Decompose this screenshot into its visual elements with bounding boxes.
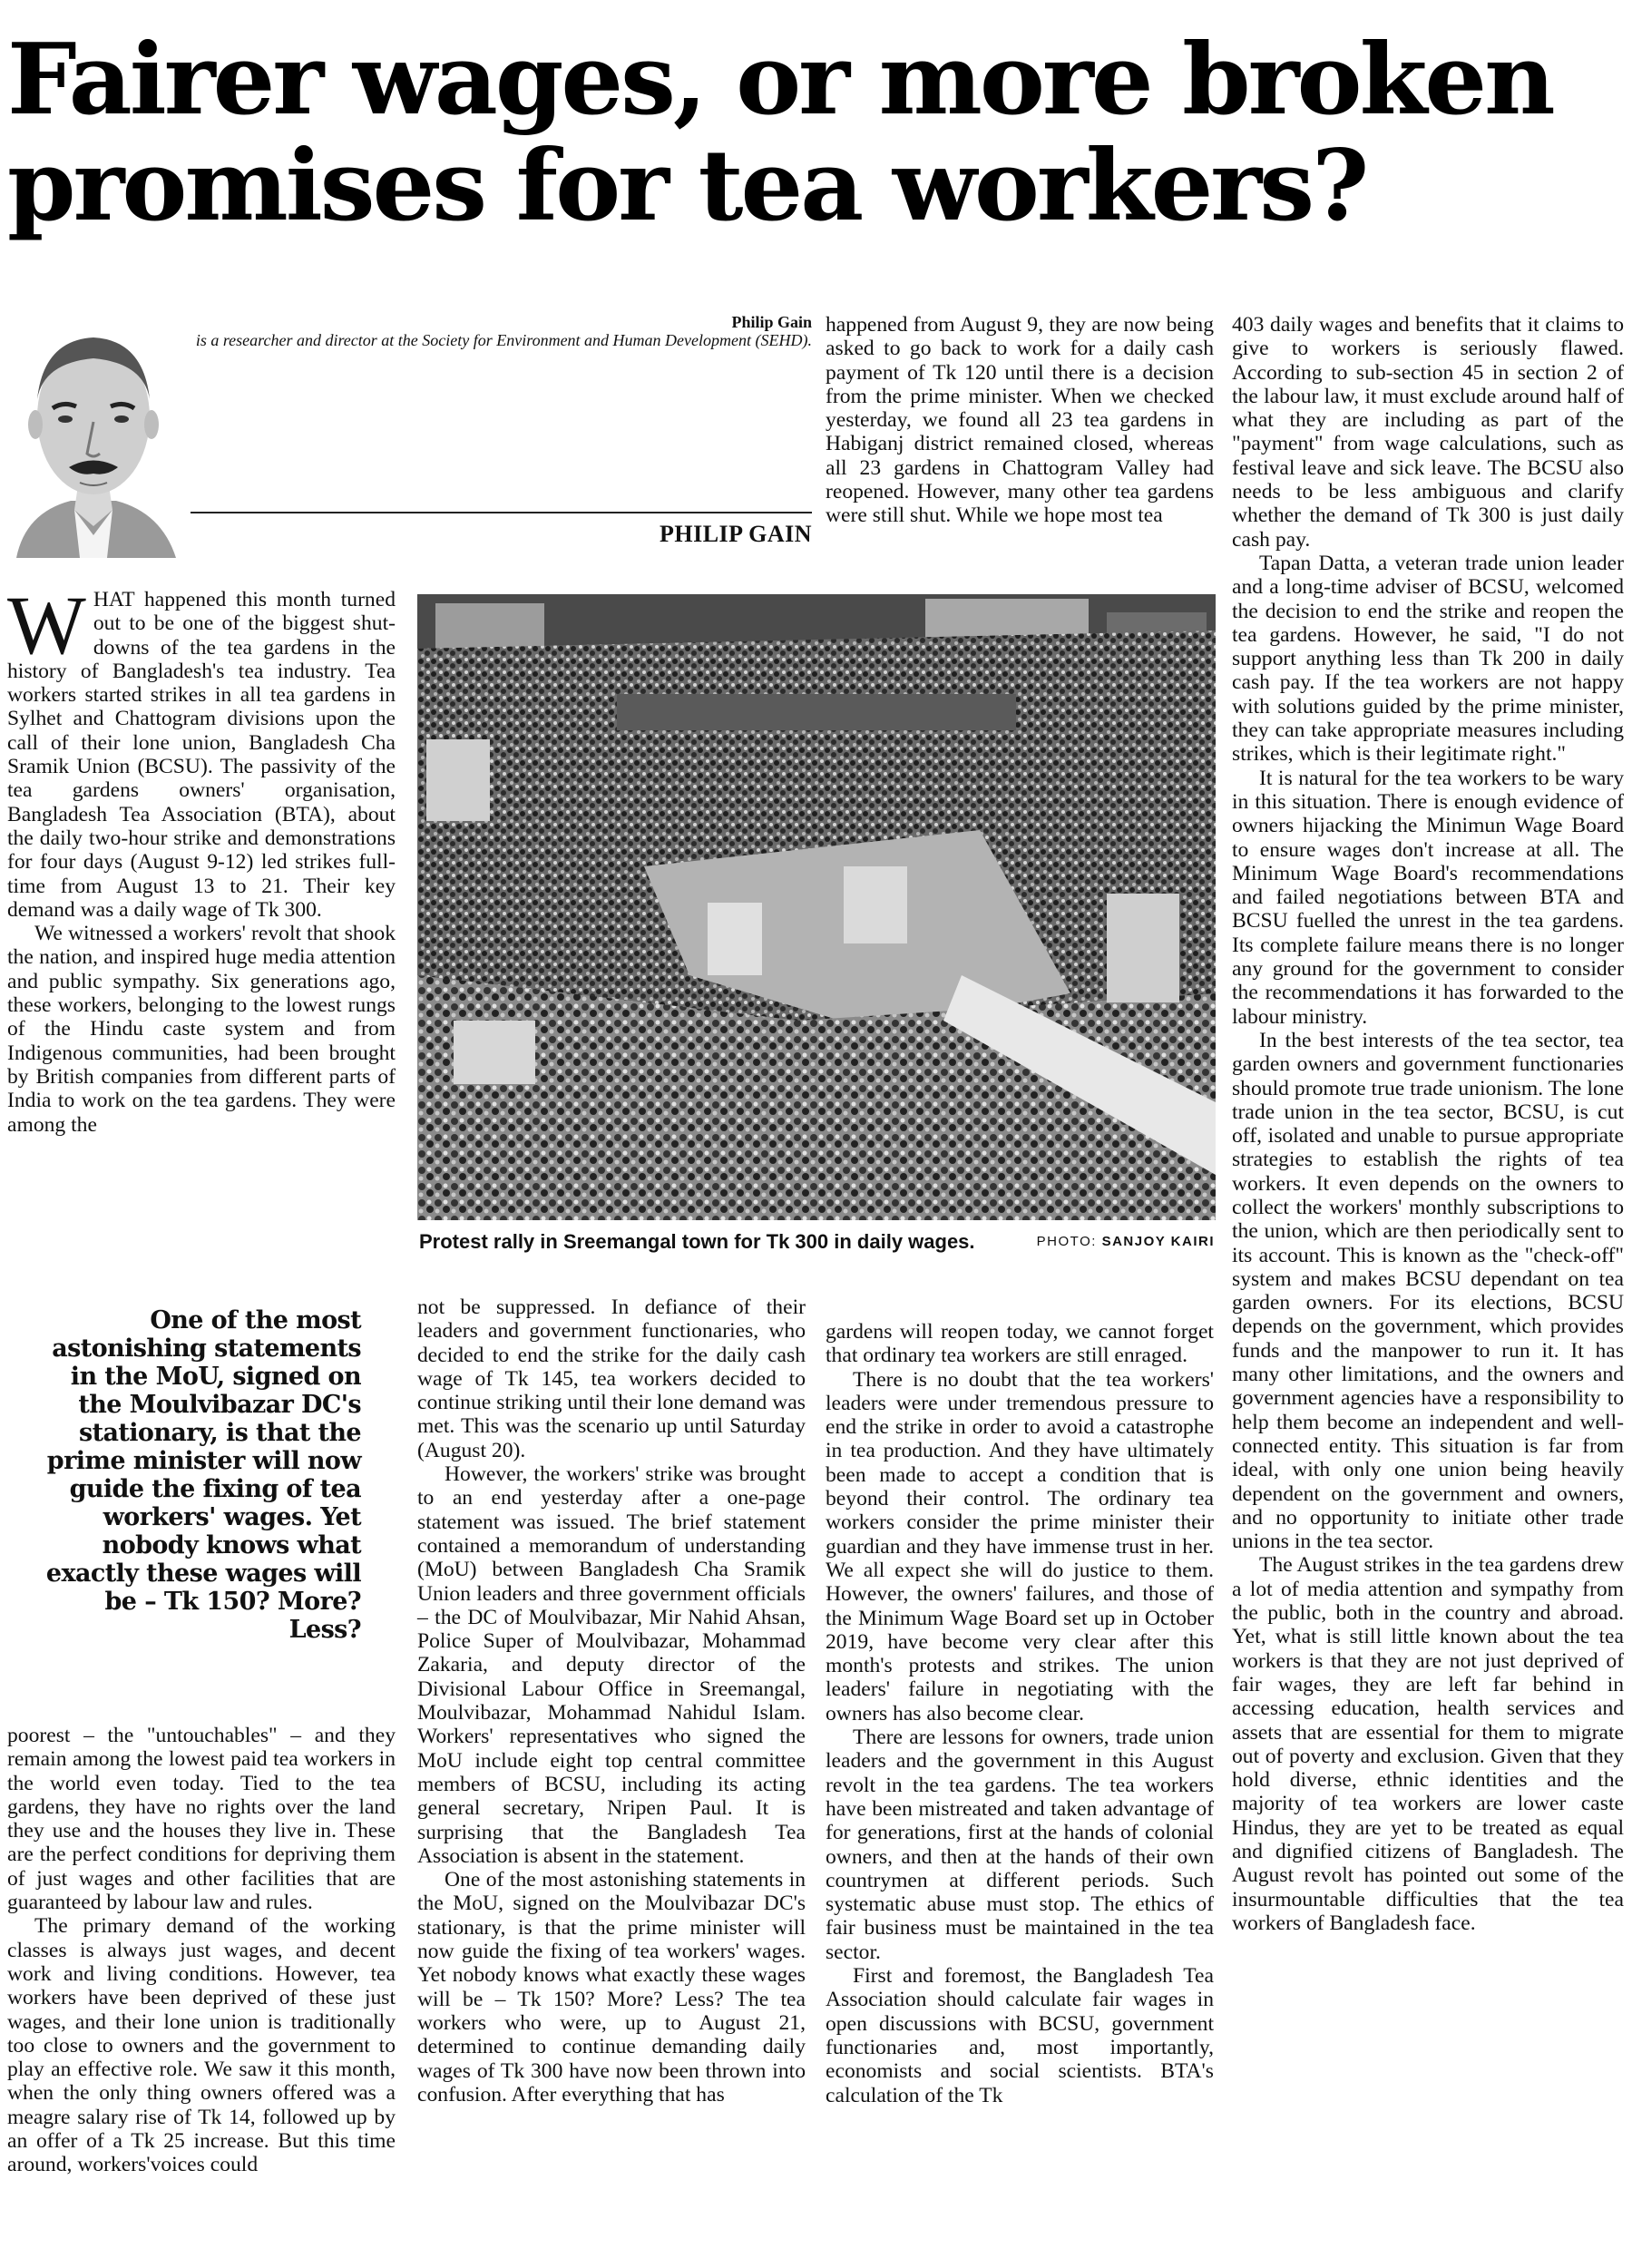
- article-paragraph: gardens will reopen today, we cannot forget that ordinary tea workers are still enraged.: [826, 1320, 1214, 1368]
- pull-quote: One of the most astonishing statements in the MoU, signed on the Moulvibazar DC's stationary, is that the prime minister will now guide the fixing of tea workers' wages. Yet nobody knows what exactly these wages will be – Tk 150? More? Less?: [45, 1306, 361, 1644]
- article-paragraph: happened from August 9, they are now being asked to go back to work for a daily cash payment of Tk 120 until there is a decision from the prime minister. When we checked yesterday, we found all 23 tea gardens in Habiganj district remained closed, whereas all 23 gardens in Chattogram Valley had reopened. However, many other tea gardens were still shut. While we hope most tea: [826, 313, 1214, 528]
- dropcap: W: [7, 579, 86, 671]
- byline-rule: [191, 512, 812, 513]
- article-col3-top: [826, 313, 1214, 528]
- article-paragraph: 403 daily wages and benefits that it claims to give to workers is seriously flawed. According to sub-section 45 in section 2 of the labour law, it must exclude around half of what they are including as part of the "payment" from wage calculations, such as festival leave and sick leave. The BCSU also needs to be less ambiguous and clarify whether the demand of Tk 300 is just daily cash pay.: [1232, 313, 1624, 552]
- article-paragraph: poorest – the "untouchables" – and they remain among the lowest paid tea workers in the world even today. Tied to the tea gardens, they have no rights over the land they use and the houses they live in. These are the perfect conditions for depriving them of just wages and other facilities that are guaranteed by labour law and rules.: [7, 1724, 396, 1915]
- headline: Fairer wages, or more broken promises for tea workers?: [7, 23, 1553, 243]
- article-paragraph: First and foremost, the Bangladesh Tea Association should calculate fair wages in open discussions with BCSU, government functionaries and, most importantly, economists and social scientists. BTA's calculation of the Tk: [826, 1964, 1214, 2107]
- article-paragraph: WHAT happened this month turned out to be one of the biggest shut-downs of the tea gardens in the history of Bangladesh's tea industry. Tea workers started strikes in all tea gardens in Sylhet and Chattogram divisions upon the call of their lone union, Bangladesh Cha Sramik Union (BCSU). The passivity of the tea gardens owners' organisation, Bangladesh Tea Association (BTA), about the daily two-hour strike and demonstrations for four days (August 9-12) led strikes full-time from August 13 to 21. Their key demand was a daily wage of Tk 300.: [7, 579, 396, 922]
- article-paragraph: not be suppressed. In defiance of their leaders and government functionaries, who decided to end the strike for the daily cash wage of Tk 145, tea workers decided to continue striking until their lone demand was met. This was the scenario up until Saturday (August 20).: [417, 1295, 806, 1462]
- byline-description: is a researcher and director at the Society for Environment and Human Development (SEHD).: [195, 331, 812, 349]
- article-col4: [1232, 313, 1624, 1935]
- article-col3-bottom: [826, 1320, 1214, 2107]
- byline-name: Philip Gain: [731, 313, 812, 331]
- article-col1-top: [7, 579, 396, 1137]
- byline-box: [191, 313, 812, 349]
- article-paragraph: We witnessed a workers' revolt that shook the nation, and inspired huge media attention and public sympathy. Six generations ago, these workers, belonging to the lowest rungs of the Hindu caste system and from Indigenous communities, had been brought by British companies from different parts of India to work on the tea gardens. They were among the: [7, 922, 396, 1137]
- article-col1-bottom: [7, 1724, 396, 2177]
- protest-photo: [417, 594, 1216, 1220]
- article-paragraph: Tapan Datta, a veteran trade union leader and a long-time adviser of BCSU, welcomed the decision to end the strike and reopen the tea gardens. However, he said, "I do not support anything less than Tk 200 in daily cash pay. If the tea workers are not happy with solutions guided by the prime minister, they can take appropriate measures including strikes, which is their legitimate right.": [1232, 551, 1624, 767]
- photo-credit: PHOTO: SANJOY KAIRI: [1036, 1234, 1215, 1249]
- article-col2: [417, 1295, 806, 2107]
- article-paragraph: There is no doubt that the tea workers' leaders were under tremendous pressure to end the strike in order to avoid a catastrophe in tea production. And they have ultimately been made to accept a condition that is beyond their control. The ordinary tea workers consider the prime minister their guardian and they have immense trust in her. We all expect she will do justice to them. However, the owners' failures, and those of the Minimum Wage Board set up in October 2019, have become very clear after this month's protests and strikes. The union leaders' failure in negotiating with the owners has also become clear.: [826, 1367, 1214, 1725]
- article-paragraph: The primary demand of the working classes is always just wages, and decent work and living conditions. However, tea workers have been deprived of these just wages, and their lone union is traditionally too close to owners and the government to play an effective role. We saw it this month, when the only thing owners offered was a meagre salary rise of Tk 14, followed up by an offer of a Tk 25 increase. But this time around, workers'voices could: [7, 1914, 396, 2177]
- article-paragraph: In the best interests of the tea sector, tea garden owners and government functionaries should promote true trade unionism. The lone trade union in the tea sector, BCSU, is cut off, isolated and unable to pursue appropriate strategies to establish the rights of tea workers. It even depends on the owners to collect the workers' monthly subscriptions to the union, which are then periodically sent to its account. This is known as the "check-off" system and makes BCSU dependant on tea garden owners. For its elections, BCSU depends on the government, which provides funds and the manpower to run it. It has many other limitations, and the owners and government agencies have a responsibility to help them become an independent and well-connected entity. This situation is far from ideal, with only one union being heavily dependent on the government and owners, and no opportunity to initiate other trade unions in the tea sector.: [1232, 1028, 1624, 1554]
- article-paragraph: The August strikes in the tea gardens drew a lot of media attention and sympathy from the public, both in the country and abroad. Yet, what is still little known about the tea workers is that they are not just deprived of fair wages, they are left far behind in accessing education, health services and assets that are essential for them to migrate out of poverty and exclusion. Given that they hold diverse, ethnic identities and the majority of tea workers are lower caste Hindus, they are yet to be treated as equal and dignified citizens of Bangladesh. The August revolt has pointed out some of the insurmountable difficulties that the tea workers of Bangladesh face.: [1232, 1553, 1624, 1935]
- article-paragraph: It is natural for the tea workers to be wary in this situation. There is enough evidence of owners hijacking the Minimun Wage Board to ensure wages don't increase at all. The Minimum Wage Board's recommendations and failed negotiations between BTA and BCSU fuelled the unrest in the tea gardens. Its complete failure means there is no longer any ground for the government to consider the recommendations it has forwarded to the labour ministry.: [1232, 766, 1624, 1029]
- article-paragraph: However, the workers' strike was brought to an end yesterday after a one-page statement was issued. The brief statement contained a memorandum of understanding (MoU) between Bangladesh Cha Sramik Union leaders and three government officials – the DC of Moulvibazar, Mir Nahid Ahsan, Police Super of Moulvibazar, Mohammad Zakaria, and deputy director of the Divisional Labour Office in Sreemangal, Moulvibazar, Mohammad Nahidul Islam. Workers' representatives who signed the MoU include eight top central committee members of BCSU, including its acting general secretary, Nripen Paul. It is surprising that the Bangladesh Tea Association is absent in the statement.: [417, 1462, 806, 1868]
- article-paragraph: There are lessons for owners, trade union leaders and the government in this August revolt in the tea gardens. The tea workers have been mistreated and taken advantage of for generations, first at the hands of colonial owners, and then at the hands of their own countrymen at different periods. Such systematic abuse must stop. The ethics of fair business must be maintained in the tea sector.: [826, 1725, 1214, 1964]
- photo-caption: Protest rally in Sreemangal town for Tk 300 in daily wages.: [419, 1230, 975, 1253]
- article-paragraph: One of the most astonishing statements in the MoU, signed on the Moulvibazar DC's stationary, is that the prime minister will now guide the fixing of tea workers' wages. Yet nobody knows what exactly these wages will be – Tk 150? More? Less? The tea workers who were, up to August 21, determined to continue demanding daily wages of Tk 300 have now been thrown into confusion. After everything that has: [417, 1868, 806, 2107]
- author-portrait: [7, 308, 180, 558]
- author-name: PHILIP GAIN: [659, 521, 812, 547]
